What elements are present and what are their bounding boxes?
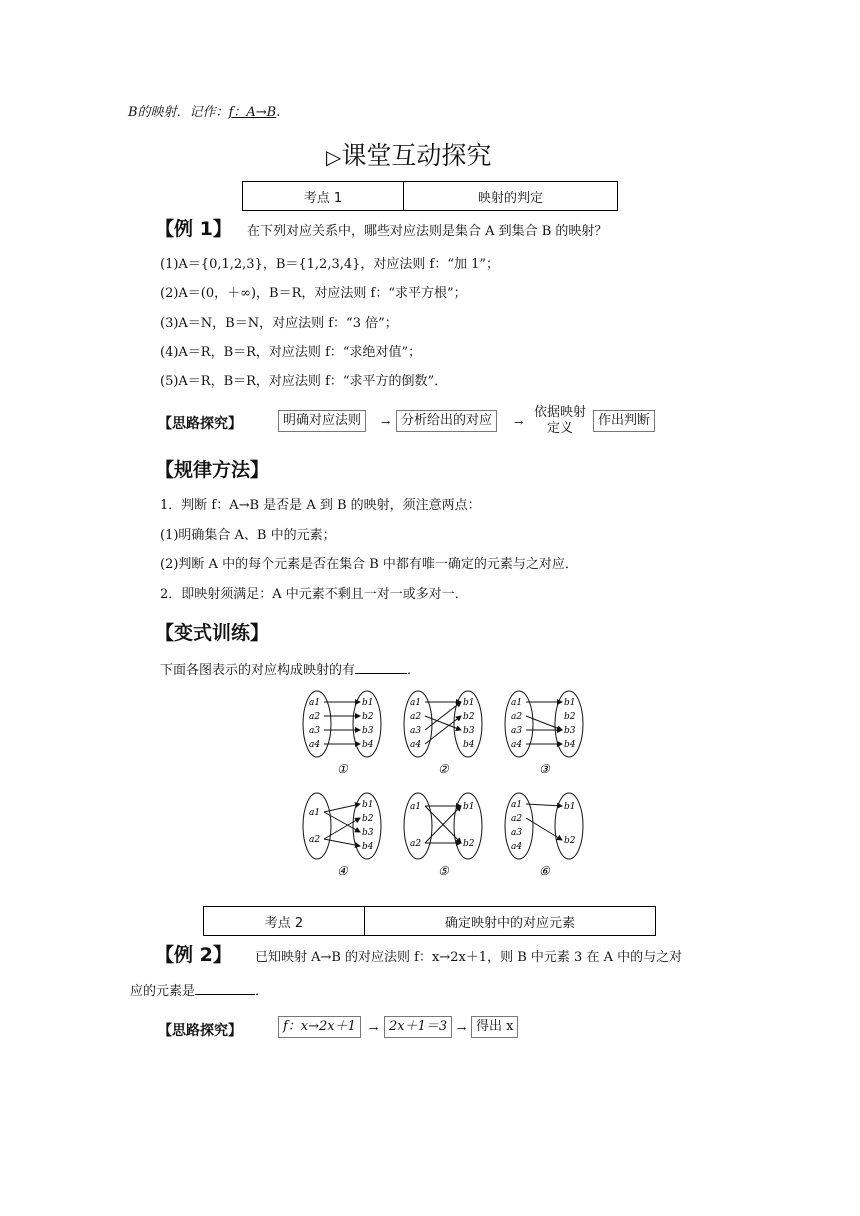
flow-1-middle — [529, 405, 591, 437]
kaodian-1-table — [242, 181, 618, 211]
set-label: b4 — [362, 842, 374, 852]
flow-1-middle-bottom: 定义 — [546, 421, 573, 436]
rules-line: (1)明确集合 A、B 中的元素； — [160, 528, 336, 543]
set-label: b2 — [463, 839, 475, 849]
set-label: a2 — [309, 835, 321, 845]
set-label: a1 — [410, 698, 422, 708]
diagram-2 — [404, 691, 482, 776]
set-label: a3 — [309, 726, 321, 736]
diagram-5 — [404, 793, 482, 876]
set-label: a4 — [511, 842, 523, 852]
top-line — [128, 104, 280, 122]
figure-label: ⑤ — [438, 864, 449, 876]
variant-heading: 【变式训练】 — [155, 622, 270, 644]
variant-question — [160, 660, 420, 680]
set-label: a4 — [511, 740, 523, 750]
example-1-item: (1)A＝{0,1,2,3}，B＝{1,2,3,4}，对应法则 f：“加 1”； — [160, 257, 500, 272]
set-label: b2 — [564, 712, 576, 722]
example-2-line2-text: 应的元素是 — [130, 984, 196, 999]
figure-label: ④ — [337, 864, 348, 876]
set-label: b4 — [564, 740, 576, 750]
rules-line: 1．判断 f：A→B 是否是 A 到 B 的映射，须注意两点： — [160, 498, 481, 513]
set-label: b2 — [362, 712, 374, 722]
set-label: a2 — [410, 839, 422, 849]
example-2-line2 — [130, 981, 268, 1001]
set-label: b2 — [463, 712, 475, 722]
diagram-6 — [505, 793, 583, 876]
set-label: a3 — [410, 726, 422, 736]
figure-label: ① — [337, 762, 348, 776]
set-label: b1 — [564, 802, 576, 812]
variant-question-text: 下面各图表示的对应构成映射的有 — [160, 663, 356, 678]
set-label: a1 — [309, 808, 321, 818]
set-label: a3 — [511, 726, 523, 736]
mapping-diagrams — [290, 680, 600, 876]
example-1-item: (5)A＝R，B＝R，对应法则 f：“求平方的倒数”． — [160, 374, 448, 389]
set-label: b3 — [362, 828, 374, 838]
set-label: b3 — [564, 726, 576, 736]
set-label: b1 — [463, 802, 475, 812]
flow-2-label: 【思路探究】 — [158, 1023, 242, 1039]
set-label: a1 — [511, 800, 523, 810]
flow-2-box: 2x＋1＝3 — [384, 1016, 452, 1038]
figure-label: ⑥ — [539, 864, 550, 876]
figure-label: ③ — [539, 762, 550, 776]
flow-1-label: 【思路探究】 — [158, 416, 242, 432]
set-label: a4 — [410, 740, 422, 750]
set-label: b1 — [362, 800, 374, 810]
set-label: b4 — [362, 740, 374, 750]
diagram-4 — [303, 793, 381, 876]
answer-blank — [355, 660, 407, 674]
example-1-label: 【例 1】 — [155, 218, 232, 240]
kaodian-1-label: 考点 1 — [243, 182, 404, 211]
arrow-right-icon: → — [514, 416, 524, 429]
example-2-line1: 已知映射 A→B 的对应法则 f：x→2x＋1，则 B 中元素 3 在 A 中的与之对 — [254, 950, 683, 965]
flow-1-middle-top: 依据映射 — [533, 405, 586, 420]
top-line-prefix: B的映射．记作： — [128, 105, 229, 120]
flow-1-box: 明确对应法则 — [278, 410, 366, 432]
example-1-item: (4)A＝R，B＝R，对应法则 f：“求绝对值”； — [160, 345, 422, 360]
set-label: b1 — [463, 698, 475, 708]
example-1-question: 在下列对应关系中，哪些对应法则是集合 A 到集合 B 的映射？ — [246, 224, 608, 239]
set-label: b4 — [463, 740, 475, 750]
example-2-line2-suffix: ． — [255, 984, 269, 999]
kaodian-2-label: 考点 2 — [204, 907, 365, 936]
set-label: a1 — [309, 698, 321, 708]
set-label: b2 — [564, 836, 576, 846]
set-label: b3 — [362, 726, 374, 736]
set-label: b1 — [564, 698, 576, 708]
rules-line: (2)判断 A 中的每个元素是否在集合 B 中都有唯一确定的元素与之对应． — [160, 557, 578, 572]
flow-2-box: f：x→2x＋1 — [278, 1016, 361, 1038]
set-label: a1 — [511, 698, 523, 708]
set-label: a3 — [511, 828, 523, 838]
set-label: a2 — [511, 712, 523, 722]
answer-blank — [195, 981, 255, 995]
flow-2-box: 得出 x — [471, 1016, 518, 1038]
mapping-notation: f：A→B — [228, 105, 277, 120]
flow-1-box: 作出判断 — [593, 410, 655, 432]
set-label: b1 — [362, 698, 374, 708]
example-2-label: 【例 2】 — [155, 944, 232, 966]
set-label: a4 — [309, 740, 321, 750]
top-line-suffix: . — [276, 105, 281, 120]
figure-label: ② — [438, 762, 449, 776]
example-1-item: (3)A＝N，B＝N，对应法则 f：“3 倍”； — [160, 316, 398, 331]
example-1 — [155, 214, 607, 241]
arrow-right-icon: → — [457, 1022, 467, 1035]
kaodian-2-topic: 确定映射中的对应元素 — [365, 907, 656, 936]
set-label: a2 — [511, 814, 523, 824]
flow-1-box: 分析给出的对应 — [396, 410, 497, 432]
set-label: a2 — [309, 712, 321, 722]
section-title — [326, 136, 491, 172]
example-2 — [155, 940, 682, 967]
diagram-1 — [303, 691, 381, 776]
rules-line: 2．即映射须满足：A 中元素不剩且一对一或多对一． — [160, 587, 468, 602]
kaodian-1-topic: 映射的判定 — [404, 182, 618, 211]
set-label: a1 — [410, 802, 422, 812]
triangle-marker-icon: ▷ — [326, 145, 342, 169]
rules-heading: 【规律方法】 — [155, 459, 270, 481]
diagram-3 — [505, 691, 583, 776]
kaodian-2-table — [203, 906, 656, 936]
arrow-right-icon: → — [369, 1022, 379, 1035]
set-label: a2 — [410, 712, 422, 722]
arrow-right-icon: → — [381, 416, 391, 429]
set-label: b3 — [463, 726, 475, 736]
variant-question-suffix: ． — [407, 663, 421, 678]
example-1-item: (2)A＝(0，＋∞)，B＝R，对应法则 f：“求平方根”； — [160, 286, 467, 301]
section-title-text: 课堂互动探究 — [341, 141, 492, 170]
set-label: b2 — [362, 814, 374, 824]
